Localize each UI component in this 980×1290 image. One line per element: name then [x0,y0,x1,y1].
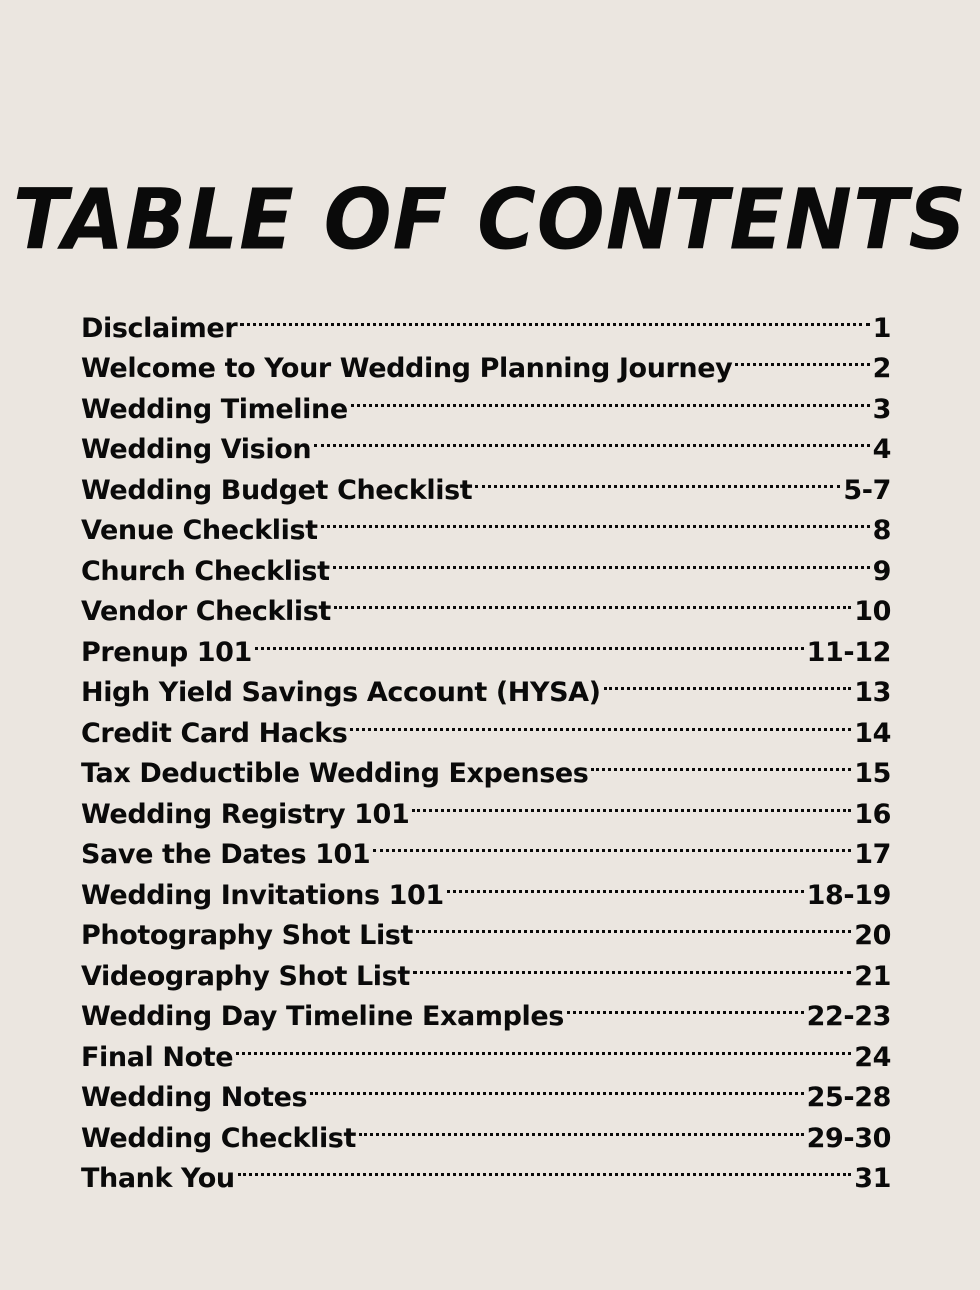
toc-entry-label: Church Checklist [81,555,330,587]
toc-dot-leader [240,296,869,337]
toc-entry-label: Thank You [81,1163,235,1194]
toc-dot-leader [475,458,840,499]
toc-entry-label: Wedding Timeline [81,393,348,425]
toc-entry-page-number: 21 [854,960,891,992]
toc-dot-leader [447,863,804,904]
toc-entry-label: High Yield Savings Account (HYSA) [81,677,601,708]
toc-entry-page-number: 31 [854,1163,891,1194]
toc-dot-leader [567,985,804,1026]
toc-entry-page-number: 5-7 [843,474,891,506]
toc-entry-label: Disclaimer [81,312,238,344]
page-title: TABLE OF CONTENTS [12,170,968,268]
toc-dot-leader [333,539,870,580]
toc-entry [81,296,891,344]
toc-entry-page-number: 4 [872,434,891,465]
toc-dot-leader [591,742,851,783]
toc-entry-label: Credit Card Hacks [81,717,348,749]
toc-dot-leader [735,337,869,378]
toc-entry-page-number: 2 [872,353,891,384]
toc-dot-leader [236,1025,851,1066]
toc-entry-page-number: 10 [854,596,891,627]
toc-entry-label: Wedding Notes [81,1082,308,1113]
toc-entry-label: Final Note [81,1041,234,1073]
toc-entry-page-number: 22-23 [806,1001,891,1032]
toc-entry-page-number: 20 [854,920,891,951]
toc-entry-page-number: 8 [872,515,891,546]
toc-entry-page-number: 29-30 [806,1122,891,1154]
toc-entry-label: Videography Shot List [81,960,410,992]
toc-dot-leader [373,823,851,864]
toc-entry-label: Welcome to Your Wedding Planning Journey [81,353,733,384]
toc-entry-page-number: 14 [854,717,891,749]
toc-entry-page-number: 1 [872,312,891,344]
toc-entry-label: Photography Shot List [81,920,413,951]
toc-entry-label: Wedding Invitations 101 [81,879,444,911]
toc-entry-page-number: 15 [854,758,891,789]
toc-dot-leader [310,1066,803,1107]
toc-dot-leader [255,620,804,661]
toc-entry-label: Vendor Checklist [81,596,331,627]
toc-entry-page-number: 16 [854,798,891,830]
toc-dot-leader [350,701,851,742]
toc-dot-leader [351,377,870,418]
toc-entry-label: Wedding Vision [81,434,312,465]
toc-entry-label: Wedding Day Timeline Examples [81,1001,564,1032]
toc-dot-leader [314,418,869,459]
toc-entry-page-number: 13 [854,677,891,708]
toc-entry-page-number: 24 [854,1041,891,1073]
toc-entry-label: Prenup 101 [81,636,252,668]
toc-entry-page-number: 3 [872,393,891,425]
toc-dot-leader [412,782,851,823]
toc-entry-page-number: 18-19 [806,879,891,911]
toc-list [81,296,891,1194]
toc-entry-label: Tax Deductible Wedding Expenses [81,758,589,789]
toc-entry-label: Wedding Checklist [81,1122,356,1154]
toc-entry-page-number: 11-12 [806,636,891,668]
toc-entry-page-number: 9 [872,555,891,587]
toc-dot-leader [359,1106,804,1147]
toc-entry-page-number: 17 [854,839,891,870]
toc-dot-leader [413,944,851,985]
toc-dot-leader [238,1147,852,1188]
toc-dot-leader [321,499,870,540]
toc-dot-leader [604,661,852,702]
toc-entry-label: Save the Dates 101 [81,839,371,870]
toc-entry-page-number: 25-28 [806,1082,891,1113]
toc-entry-label: Wedding Registry 101 [81,798,410,830]
toc-dot-leader [334,580,851,621]
toc-dot-leader [416,904,851,945]
toc-entry-label: Venue Checklist [81,515,318,546]
toc-entry-label: Wedding Budget Checklist [81,474,473,506]
